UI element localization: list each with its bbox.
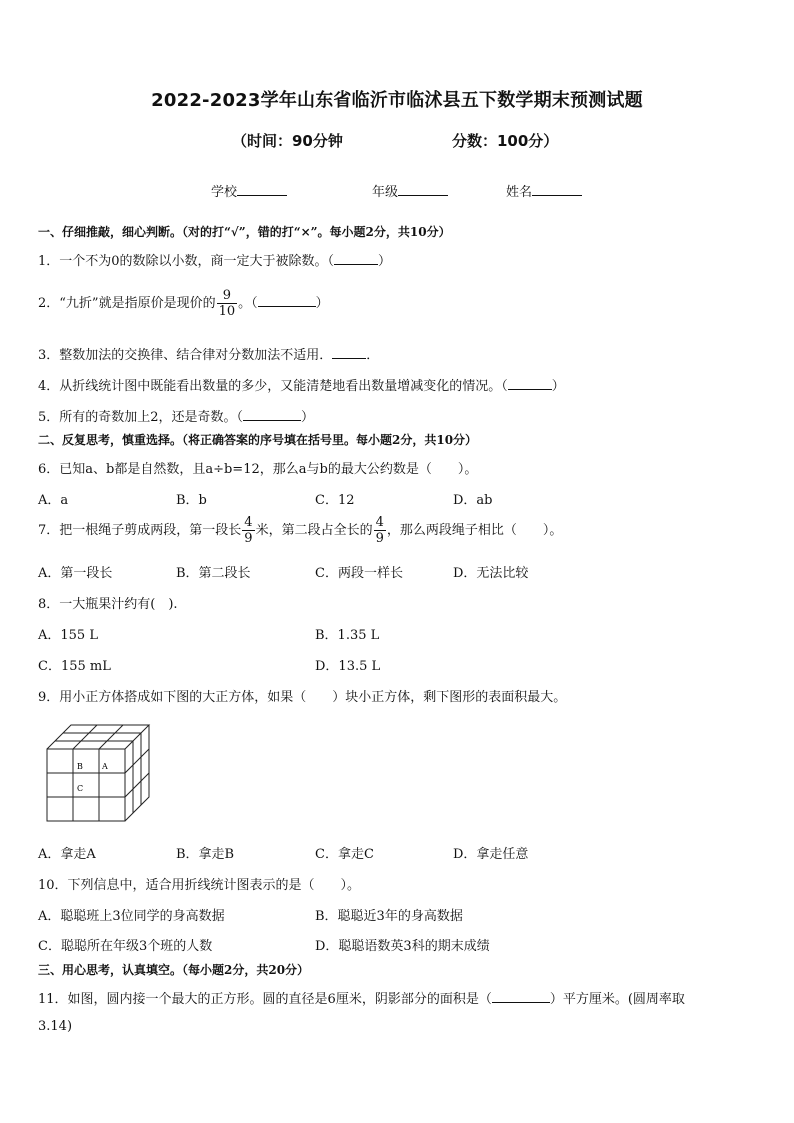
q10-option-b: B．聪聪近3年的身高数据 bbox=[315, 909, 463, 924]
name-label: 姓名 bbox=[506, 185, 533, 200]
cube-label-b: B bbox=[77, 762, 83, 771]
q10-option-a: A．聪聪班上3位同学的身高数据 bbox=[38, 909, 225, 924]
q6-option-c: C．12 bbox=[315, 493, 355, 508]
q10-option-d: D．聪聪语数英3科的期末成绩 bbox=[315, 939, 490, 954]
cube-figure bbox=[44, 722, 156, 826]
grade-field bbox=[372, 181, 448, 200]
q7-option-c: C．两段一样长 bbox=[315, 566, 403, 581]
question-11-continued: 3.14) bbox=[38, 1019, 73, 1034]
school-label: 学校 bbox=[211, 185, 238, 200]
time-label: （时间：90分钟 bbox=[232, 132, 343, 150]
q10-option-c: C．聪聪所在年级3个班的人数 bbox=[38, 939, 213, 954]
school-field bbox=[211, 181, 287, 200]
question-3: 3．整数加法的交换律、结合律对分数加法不适用． ． bbox=[38, 348, 380, 363]
fraction: $\frac{4}{9}$ bbox=[244, 515, 253, 546]
q9-option-c: C．拿走C bbox=[315, 847, 374, 862]
score-label: 分数：100分） bbox=[452, 132, 559, 150]
q7-option-b: B．第二段长 bbox=[176, 566, 251, 581]
cube-label-c: C bbox=[77, 784, 84, 793]
question-1: 1．一个不为0的数除以小数，商一定大于被除数。（ ） bbox=[38, 254, 392, 269]
grade-label: 年级 bbox=[372, 185, 399, 200]
q9-option-d: D．拿走任意 bbox=[453, 847, 529, 862]
question-9: 9．用小正方体搭成如下图的大正方体，如果（ ）块小正方体，剩下图形的表面积最大。 bbox=[38, 690, 567, 705]
question-4: 4．从折线统计图中既能看出数量的多少，又能清楚地看出数量增减变化的情况。（ ） bbox=[38, 379, 565, 394]
question-2: 2．“九折”就是指原价是现价的 $\frac{9}{10}$ 。（ ） bbox=[38, 288, 329, 319]
question-10: 10．下列信息中，适合用折线统计图表示的是（ ）。 bbox=[38, 878, 361, 893]
q7-option-d: D．无法比较 bbox=[453, 566, 529, 581]
cube-label-a: A bbox=[102, 762, 108, 771]
page-title: 2022-2023学年山东省临沂市临沭县五下数学期末预测试题 bbox=[151, 90, 643, 111]
q8-option-a: A．155 L bbox=[38, 628, 98, 643]
fraction: $\frac{4}{9}$ bbox=[375, 515, 384, 546]
section-2-heading: 二、反复思考，慎重选择。（将正确答案的序号填在括号里。每小题2分，共10分） bbox=[38, 433, 478, 447]
section-3-heading: 三、用心思考，认真填空。（每小题2分，共20分） bbox=[38, 963, 310, 977]
q9-option-b: B．拿走B bbox=[176, 847, 235, 862]
q7-option-a: A．第一段长 bbox=[38, 566, 113, 581]
q6-option-a: A．a bbox=[38, 493, 69, 508]
question-11: 11．如图，圆内接一个最大的正方形。圆的直径是6厘米，阴影部分的面积是（ ）平方厘米。(圆周率取 bbox=[38, 992, 685, 1007]
question-8: 8．一大瓶果汁约有( ). bbox=[38, 597, 178, 612]
q8-option-b: B．1.35 L bbox=[315, 628, 380, 643]
q8-option-c: C．155 mL bbox=[38, 659, 111, 674]
q8-option-d: D．13.5 L bbox=[315, 659, 381, 674]
q6-option-b: B．b bbox=[176, 493, 207, 508]
question-7: 7．把一根绳子剪成两段，第一段长 $\frac{4}{9}$ 米，第二段占全长的 $\frac{4}{9}$ ，那么两段绳子相比（ ）。 bbox=[38, 515, 563, 546]
name-field bbox=[506, 181, 582, 200]
fraction: $\frac{9}{10}$ bbox=[218, 288, 236, 319]
section-1-heading: 一、仔细推敲，细心判断。（对的打“√”，错的打“×”。每小题2分，共10分） bbox=[38, 225, 451, 239]
q9-option-a: A．拿走A bbox=[38, 847, 96, 862]
q6-option-d: D．ab bbox=[453, 493, 493, 508]
question-6: 6．已知a、b都是自然数，且a÷b=12，那么a与b的最大公约数是（ ）。 bbox=[38, 462, 478, 477]
question-5: 5．所有的奇数加上2，还是奇数。（ ） bbox=[38, 410, 315, 425]
